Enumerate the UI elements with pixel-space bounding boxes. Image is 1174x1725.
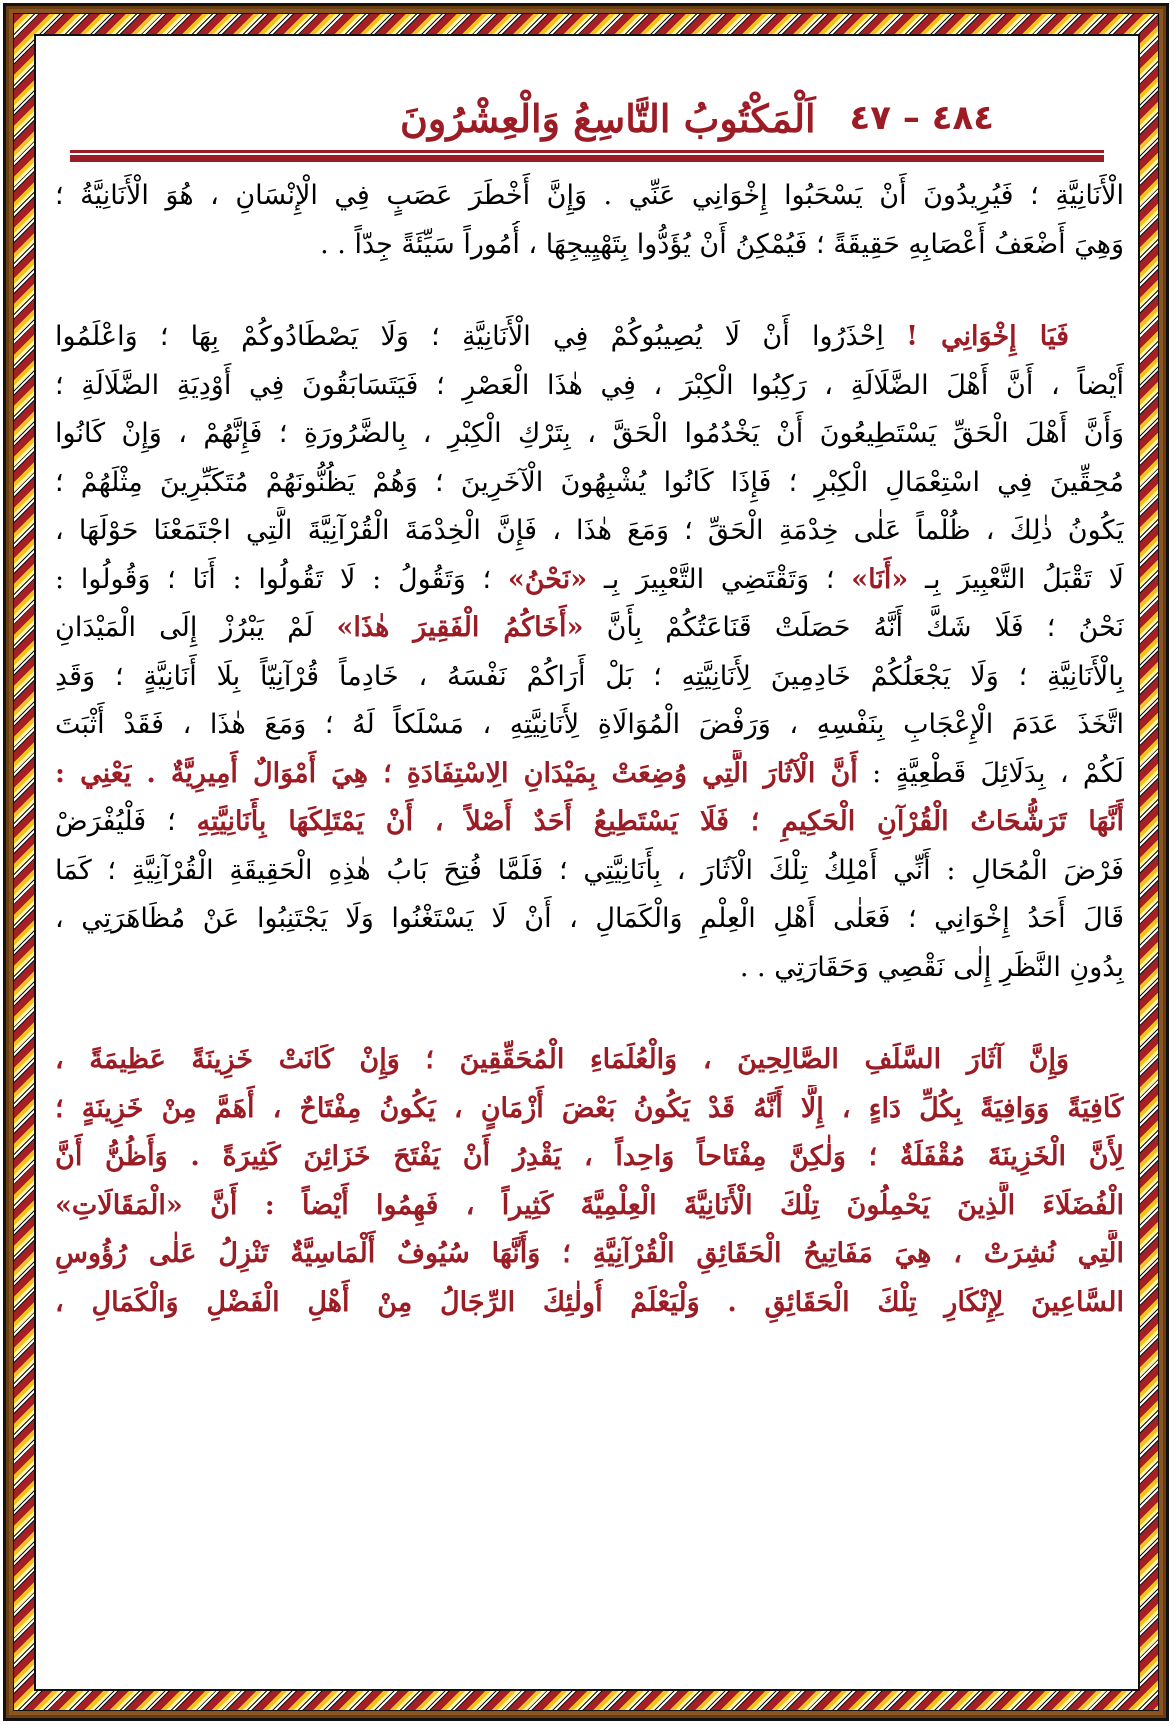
text-segment: لَا تَقْبَلُ التَّعْبِيرَ بِـ [908,563,1124,595]
text-segment: السَّاعِينَ لِإِنْكَارِ تِلْكَ الْحَقَائِقِ . وَلْيَعْلَمْ أُولٰئِكَ الرِّجَالُ مِنْ أَهْلِ الْفَضْلِ وَالْكَمَالِ ، [55,1286,1124,1318]
text-segment: يَكُونُ ذٰلِكَ ، ظُلْماً عَلٰى خِدْمَةِ الْحَقِّ ؛ وَمَعَ هٰذَا ، فَإِنَّ الْخِدْمَةَ الْقُرْآنِيَّةَ الَّتِي اجْتَمَعْنَا حَوْلَهَا ، [55,515,1124,546]
text-line [55,1133,1124,1182]
text-segment: كَافِيَةً وَوَافِيَةً بِكُلِّ دَاءٍ ، إِلَّا أَنَّهُ قَدْ يَكُونُ بَعْضَ أَزْمَانٍ ، يَكُونُ مِفْتَاحٌ ، أَهَمَّ مِنْ خَزِينَةٍ ؛ [55,1092,1124,1124]
page-number: ٤٨٤ – ٤٧ [849,98,994,138]
text-line [55,1230,1124,1279]
text-line [55,653,1124,702]
text-line [55,798,1124,847]
chapter-title: اَلْمَكْتُوبُ التَّاسِعُ وَالْعِشْرُونَ [400,95,816,141]
text-segment: اِحْذَرُوا أَنْ لَا يُصِيبُوكُمْ فِي الْأَنَانِيَّةِ ؛ وَلَا يَصْطَادُوكُمْ بِهَا ؛ وَاعْلَمُوا [55,321,907,352]
text-line [55,507,1124,556]
header-rule-thin [70,150,1104,153]
text-segment: قَالَ أَحَدُ إِخْوَانِي ؛ فَعَلٰى أَهْلِ الْعِلْمِ وَالْكَمَالِ ، أَنْ لَا يَسْتَغْنُوا وَلَا يَجْتَنِبُوا عَنْ مُظَاهَرَتِي ، [55,903,1124,934]
text-segment: الْأَنَانِيَّةِ ؛ فَيُرِيدُونَ أَنْ يَسْحَبُوا إِخْوَانِي عَنِّي . وَإِنَّ أَخْطَرَ عَصَبٍ فِي الْإِنْسَانِ ، هُوَ الْأَنَانِيَّةُ ؛ [55,180,1124,211]
paragraph-gap [55,269,1124,313]
text-line [55,172,1124,221]
highlighted-text: فَيَا إِخْوَانِي ! [906,321,1069,352]
text-line [55,313,1124,362]
paragraph-gap [55,992,1124,1036]
text-line [55,362,1124,411]
text-line [55,1182,1124,1231]
text-segment: مُحِقِّينَ فِي اسْتِعْمَالِ الْكِبْرِ ؛ فَإِذَا كَانُوا يُشْبِهُونَ الْآخَرِينَ ؛ وَهُمْ يَظُنُّونَهُمْ مُتَكَبِّرِينَ مِثْلَهُمْ ؛ [55,466,1124,498]
text-segment: لَكُمْ ، بِدَلَائِلَ قَطْعِيَّةٍ : [857,757,1124,789]
text-segment: نَحْنُ ؛ فَلَا شَكَّ أَنَّهُ حَصَلَتْ قَنَاعَتُكُمْ بِأَنَّ [583,612,1124,643]
paragraph [55,172,1124,269]
text-line [55,1036,1124,1085]
text-segment: أَيْضاً ، أَنَّ أَهْلَ الضَّلَالَةِ ، رَكِبُوا الْكِبْرَ ، فِي هٰذَا الْعَصْرِ ؛ فَيَتَسَابَقُونَ فِي أَوْدِيَةِ الضَّلَالَةِ ؛ [55,369,1124,401]
text-line [55,556,1124,605]
text-line [55,1279,1124,1328]
text-segment: اتَّخَذَ عَدَمَ الْإِعْجَابِ بِنَفْسِهِ ، وَرَفْضَ الْمُوَالَاةِ لِأَنَانِيَّتِهِ ، مَسْلَكاً لَهُ ؛ وَمَعَ هٰذَا ، فَقَدْ أَثْبَتَ [55,709,1124,740]
text-line [55,895,1124,944]
text-line [55,459,1124,508]
text-segment: وَأَنَّ أَهْلَ الْحَقِّ يَسْتَطِيعُونَ أَنْ يَخْدُمُوا الْحَقَّ ، بِتَرْكِ الْكِبْرِ ، بِالضَّرُورَةِ ؛ فَإِنَّهُمْ ، وَإِنْ كَانُوا [55,418,1124,449]
paragraph [55,1036,1124,1327]
text-line [55,221,1124,270]
text-line [55,604,1124,653]
highlighted-text: أَنَّهَا تَرَشُّحَاتُ الْقُرْآنِ الْحَكِيمِ ؛ فَلَا يَسْتَطِيعُ أَحَدٌ أَصْلاً ، أَنْ يَمْتَلِكَهَا بِأَنَانِيَّتِهِ [196,806,1124,837]
text-segment: ؛ وَتَقْتَضِي التَّعْبِيرَ بِـ [587,563,852,595]
text-segment: وَهِيَ أَضْعَفُ أَعْصَابِهِ حَقِيقَةً ؛ فَيُمْكِنُ أَنْ يُؤَدُّوا بِتَهْيِيجِهَا ، أُمُوراً سَيِّئَةً جِدّاً . . [320,228,1124,260]
text-segment: الَّتِي نُشِرَتْ ، هِيَ مَفَاتِيحُ الْحَقَائِقِ الْقُرْآنِيَّةِ ؛ وَأَنَّهَا سُيُوفٌ أَلْمَاسِيَّةٌ تَنْزِلُ عَلٰى رُؤُوسِ [55,1238,1124,1269]
highlighted-text: «أَخَاكُمُ الْفَقِيرَ هٰذَا» [336,612,584,643]
text-segment: الْفُضَلَاءَ الَّذِينَ يَحْمِلُونَ تِلْكَ الْأَنَانِيَّةَ الْعِلْمِيَّةَ كَثِيراً ، فَهِمُوا أَيْضاً : أَنَّ «الْمَقَالَاتِ» [55,1189,1124,1221]
text-line [55,750,1124,799]
text-segment: ؛ وَتَقُولُ : لَا تَقُولُوا : أَنَا ؛ وَقُولُوا : [55,563,508,595]
text-segment: فَرْضَ الْمُحَالِ : أَنِّي أَمْلِكُ تِلْكَ الْآثَارَ ، بِأَنَانِيَّتِي ؛ فَلَمَّا فُتِحَ بَابُ هٰذِهِ الْحَقِيقَةِ الْقُرْآنِيَّةِ ؛ كَمَا [55,854,1124,886]
text-segment: بِدُونِ النَّظَرِ إِلٰى نَقْصِي وَحَقَارَتِي . . [739,951,1124,983]
body-text [55,172,1124,1327]
text-line [55,944,1124,993]
text-line [55,410,1124,459]
text-segment: لَمْ يَبْرُزْ إِلَى الْمَيْدَانِ [55,612,337,643]
text-line [55,847,1124,896]
highlighted-text: «نَحْنُ» [507,563,588,595]
text-segment: لِأَنَّ الْخَزِينَةَ مُقْفَلَةٌ ؛ وَلٰكِنَّ مِفْتَاحاً وَاحِداً ، يَقْدِرُ أَنْ يَفْتَحَ خَزَائِنَ كَثِيرَةً . وَأَظُنُّ أَنَّ [55,1141,1124,1172]
text-segment: وَإِنَّ آثَارَ السَّلَفِ الصَّالِحِينَ ، وَالْعُلَمَاءِ الْمُحَقِّقِينَ ؛ وَإِنْ كَانَتْ خَزِينَةً عَظِيمَةً ، [55,1044,1069,1075]
paragraph [55,313,1124,992]
highlighted-text: أَنَّ الْآثَارَ الَّتِي وُضِعَتْ بِمَيْدَانِ الِاسْتِفَادَةِ ؛ هِيَ أَمْوَالٌ أَمِيرِيَّةٌ . يَعْنِي : [55,757,858,789]
text-segment: ؛ فَلْيُفْرَضْ [55,806,197,837]
header-rule-thick [70,155,1104,162]
text-line [55,1085,1124,1134]
highlighted-text: «أَنَا» [851,563,909,595]
text-segment: بِالْأَنَانِيَّةِ ؛ وَلَا يَجْعَلُكُمْ خَادِمِينَ لِأَنَانِيَّتِهِ ؛ بَلْ أَرَاكُمْ نَفْسَهُ ، خَادِماً قُرْآنِيّاً بِلَا أَنَانِيَّةٍ ؛ وَقَدِ [55,660,1124,692]
page-header [70,88,1104,148]
text-line [55,701,1124,750]
